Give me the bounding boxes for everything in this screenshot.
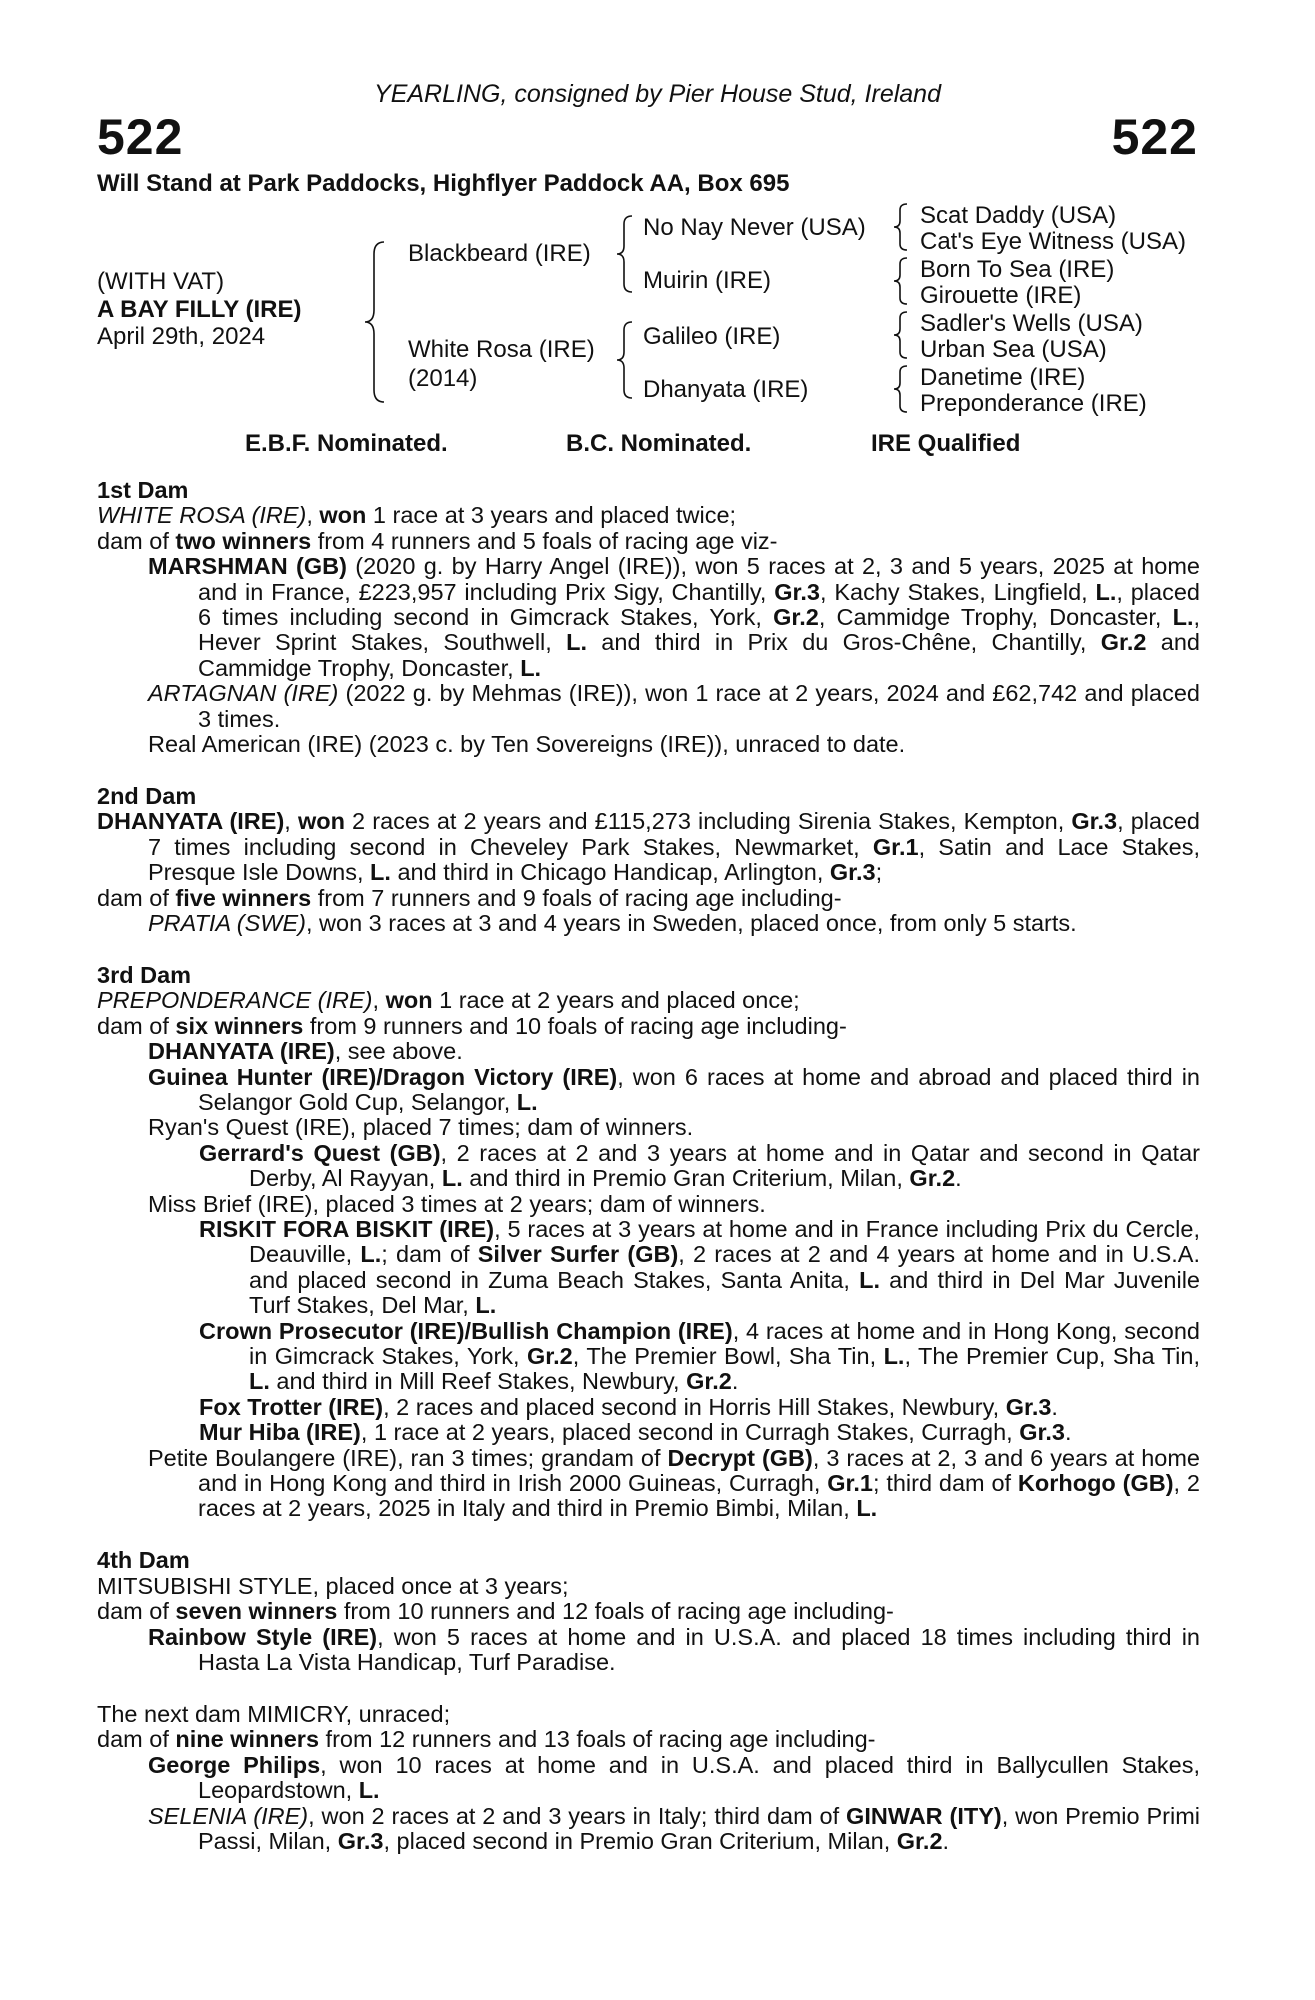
- pedigree-g2: Cat's Eye Witness (USA): [920, 228, 1186, 255]
- pedigree-sire-sire: No Nay Never (USA): [643, 214, 866, 241]
- section-title: 3rd Dam: [97, 961, 192, 988]
- grandproduce-entry: RISKIT FORA BISKIT (IRE), 5 races at 3 years at home and in France including Prix du Cercle, Deauville, L.; dam of Silver Surfer (GB), 2 races at 2 and 4 years at home and in U.S.A. and placed second in Zuma Beach Stakes, Santa Anita, L. and third in Del Mar Juvenile Turf Stakes, Del Mar, L.: [199, 1215, 1201, 1319]
- produce-entry: Miss Brief (IRE), placed 3 times at 2 years; dam of winners.: [148, 1190, 766, 1217]
- produce-summary: dam of seven winners from 10 runners and 12 foals of racing age including-: [97, 1598, 894, 1625]
- pedigree-brace-g34: [891, 256, 911, 306]
- produce-entry: George Philips, won 10 races at home and in U.S.A. and placed third in Ballycullen Stakes, Leopardstown, L.: [148, 1751, 1200, 1804]
- horse-name: A BAY FILLY (IRE): [97, 296, 302, 323]
- dam-record: WHITE ROSA (IRE), won 1 race at 3 years and placed twice;: [97, 502, 737, 529]
- dam-record: The next dam MIMICRY, unraced;: [97, 1700, 451, 1727]
- second-dam-section: [97, 784, 1200, 936]
- ire-qualified: IRE Qualified: [871, 430, 1021, 457]
- pedigree-g7: Danetime (IRE): [920, 364, 1086, 391]
- third-dam-section: [97, 963, 1200, 1522]
- pedigree-brace-dam: [614, 320, 636, 400]
- horse-name: MARSHMAN (GB): [148, 553, 347, 580]
- grandproduce-entry: Fox Trotter (IRE), 2 races and placed second in Horris Hill Stakes, Newbury, Gr.3.: [199, 1393, 1058, 1420]
- horse-name: ARTAGNAN (IRE): [148, 680, 339, 707]
- horse-name: PREPONDERANCE (IRE): [97, 987, 373, 1014]
- dam-record: MITSUBISHI STYLE, placed once at 3 years;: [97, 1572, 569, 1599]
- produce-entry: Ryan's Quest (IRE), placed 7 times; dam of winners.: [148, 1114, 694, 1141]
- pedigree-g6: Urban Sea (USA): [920, 336, 1107, 363]
- section-title: 2nd Dam: [97, 782, 197, 809]
- pedigree-dam: White Rosa (IRE): [408, 336, 595, 363]
- pedigree-sire: Blackbeard (IRE): [408, 240, 591, 267]
- section-title: 4th Dam: [97, 1547, 190, 1574]
- pedigree-sire-dam: Muirin (IRE): [643, 267, 772, 294]
- pedigree-g4: Girouette (IRE): [920, 282, 1082, 309]
- horse-name: PRATIA (SWE): [148, 910, 306, 936]
- dam-record: PREPONDERANCE (IRE), won 1 race at 2 years and placed once;: [97, 987, 800, 1014]
- produce-entry: DHANYATA (IRE), see above.: [148, 1038, 463, 1065]
- grandproduce-entry: Crown Prosecutor (IRE)/Bullish Champion (IRE), 4 races at home and in Hong Kong, second in Gimcrack Stakes, York, Gr.2, The Premier Bowl, Sha Tin, L., The Premier Cup, Sha Tin, L. and third in Mill Reef Stakes, Newbury, Gr.2.: [199, 1317, 1201, 1395]
- lot-number-left: 522: [97, 109, 184, 165]
- produce-entry: Guinea Hunter (IRE)/Dragon Victory (IRE), won 6 races at home and abroad and placed third in Selangor Gold Cup, Selangor, L.: [148, 1063, 1200, 1115]
- produce-summary: dam of six winners from 9 runners and 10 foals of racing age including-: [97, 1012, 847, 1039]
- pedigree-brace-g56: [891, 310, 911, 360]
- stable-location: Will Stand at Park Paddocks, Highflyer Paddock AA, Box 695: [97, 170, 790, 197]
- produce-summary: dam of two winners from 4 runners and 5 foals of racing age viz-: [97, 527, 778, 554]
- pedigree-brace-g78: [891, 364, 911, 414]
- produce-entry: MARSHMAN (GB) (2020 g. by Harry Angel (IRE)), won 5 races at 2, 3 and 5 years, 2025 at home and in France, £223,957 including Prix Sigy, Chantilly, Gr.3, Kachy Stakes, Lingfield, L., placed 6 times including second in Gimcrack Stakes, York, Gr.2, Cammidge Trophy, Doncaster, L., Hever Sprint Stakes, Southwell, L. and third in Prix du Gros-Chêne, Chantilly, Gr.2 and Cammidge Trophy, Doncaster, L.: [148, 553, 1201, 681]
- bc-nomination: B.C. Nominated.: [566, 430, 752, 457]
- produce-entry: Real American (IRE) (2023 c. by Ten Sovereigns (IRE)), unraced to date.: [148, 731, 906, 758]
- first-dam-section: [97, 478, 1200, 757]
- produce-entry: Rainbow Style (IRE), won 5 races at home and in U.S.A. and placed 18 times including third in Hasta La Vista Handicap, Turf Paradise.: [148, 1623, 1200, 1675]
- fourth-dam-section: [97, 1548, 1200, 1675]
- pedigree-brace-g12: [891, 202, 911, 252]
- foaling-date: April 29th, 2024: [97, 323, 266, 350]
- pedigree-brace-sire: [614, 214, 636, 294]
- produce-summary: dam of nine winners from 12 runners and 13 foals of racing age including-: [97, 1726, 876, 1753]
- produce-summary: dam of five winners from 7 runners and 9 foals of racing age including-: [97, 884, 842, 911]
- grandproduce-entry: Gerrard's Quest (GB), 2 races at 2 and 3 years at home and in Qatar and second in Qatar Derby, Al Rayyan, L. and third in Premio Gran Criterium, Milan, Gr.2.: [199, 1139, 1200, 1192]
- grandproduce-entry: Mur Hiba (IRE), 1 race at 2 years, placed second in Curragh Stakes, Curragh, Gr.3.: [199, 1419, 1072, 1446]
- pedigree-g1: Scat Daddy (USA): [920, 202, 1117, 229]
- pedigree-g8: Preponderance (IRE): [920, 390, 1147, 417]
- pedigree-g3: Born To Sea (IRE): [920, 256, 1115, 283]
- catalogue-subtitle: YEARLING, consigned by Pier House Stud, Ireland: [374, 80, 941, 108]
- ebf-nomination: E.B.F. Nominated.: [245, 430, 448, 457]
- pedigree-dam-sire: Galileo (IRE): [643, 323, 781, 350]
- pedigree-dam-dam: Dhanyata (IRE): [643, 376, 809, 403]
- section-title: 1st Dam: [97, 477, 189, 503]
- lot-number-right: 522: [1111, 109, 1198, 165]
- pedigree-g5: Sadler's Wells (USA): [920, 310, 1143, 337]
- vat-note: (WITH VAT): [97, 268, 225, 295]
- pedigree-brace-main: [362, 240, 388, 404]
- dam-record: DHANYATA (IRE), won 2 races at 2 years and £115,273 including Sirenia Stakes, Kempton, Gr.3, placed 7 times including second in Cheveley Park Stakes, Newmarket, Gr.1, Satin and Lace Stakes, Presque Isle Downs, L. and third in Chicago Handicap, Arlington, Gr.3;: [97, 808, 1200, 886]
- horse-name: WHITE ROSA (IRE): [97, 502, 307, 529]
- pedigree-dam-year: (2014): [408, 365, 478, 392]
- family-details: [97, 478, 1200, 1881]
- produce-entry: Petite Boulangere (IRE), ran 3 times; grandam of Decrypt (GB), 3 races at 2, 3 and 6 years at home and in Hong Kong and third in Irish 2000 Guineas, Curragh, Gr.1; third dam of Korhogo (GB), 2 races at 2 years, 2025 in Italy and third in Premio Bimbi, Milan, L.: [148, 1444, 1201, 1522]
- next-dam-section: [97, 1702, 1200, 1854]
- produce-entry: ARTAGNAN (IRE) (2022 g. by Mehmas (IRE)), won 1 race at 2 years, 2024 and £62,742 and placed 3 times.: [148, 680, 1200, 732]
- horse-name: DHANYATA (IRE): [97, 808, 285, 835]
- produce-entry: PRATIA (SWE), won 3 races at 3 and 4 years in Sweden, placed once, from only 5 starts.: [148, 910, 1077, 936]
- produce-entry: SELENIA (IRE), won 2 races at 2 and 3 years in Italy; third dam of GINWAR (ITY), won Premio Primi Passi, Milan, Gr.3, placed second in Premio Gran Criterium, Milan, Gr.2.: [148, 1802, 1200, 1854]
